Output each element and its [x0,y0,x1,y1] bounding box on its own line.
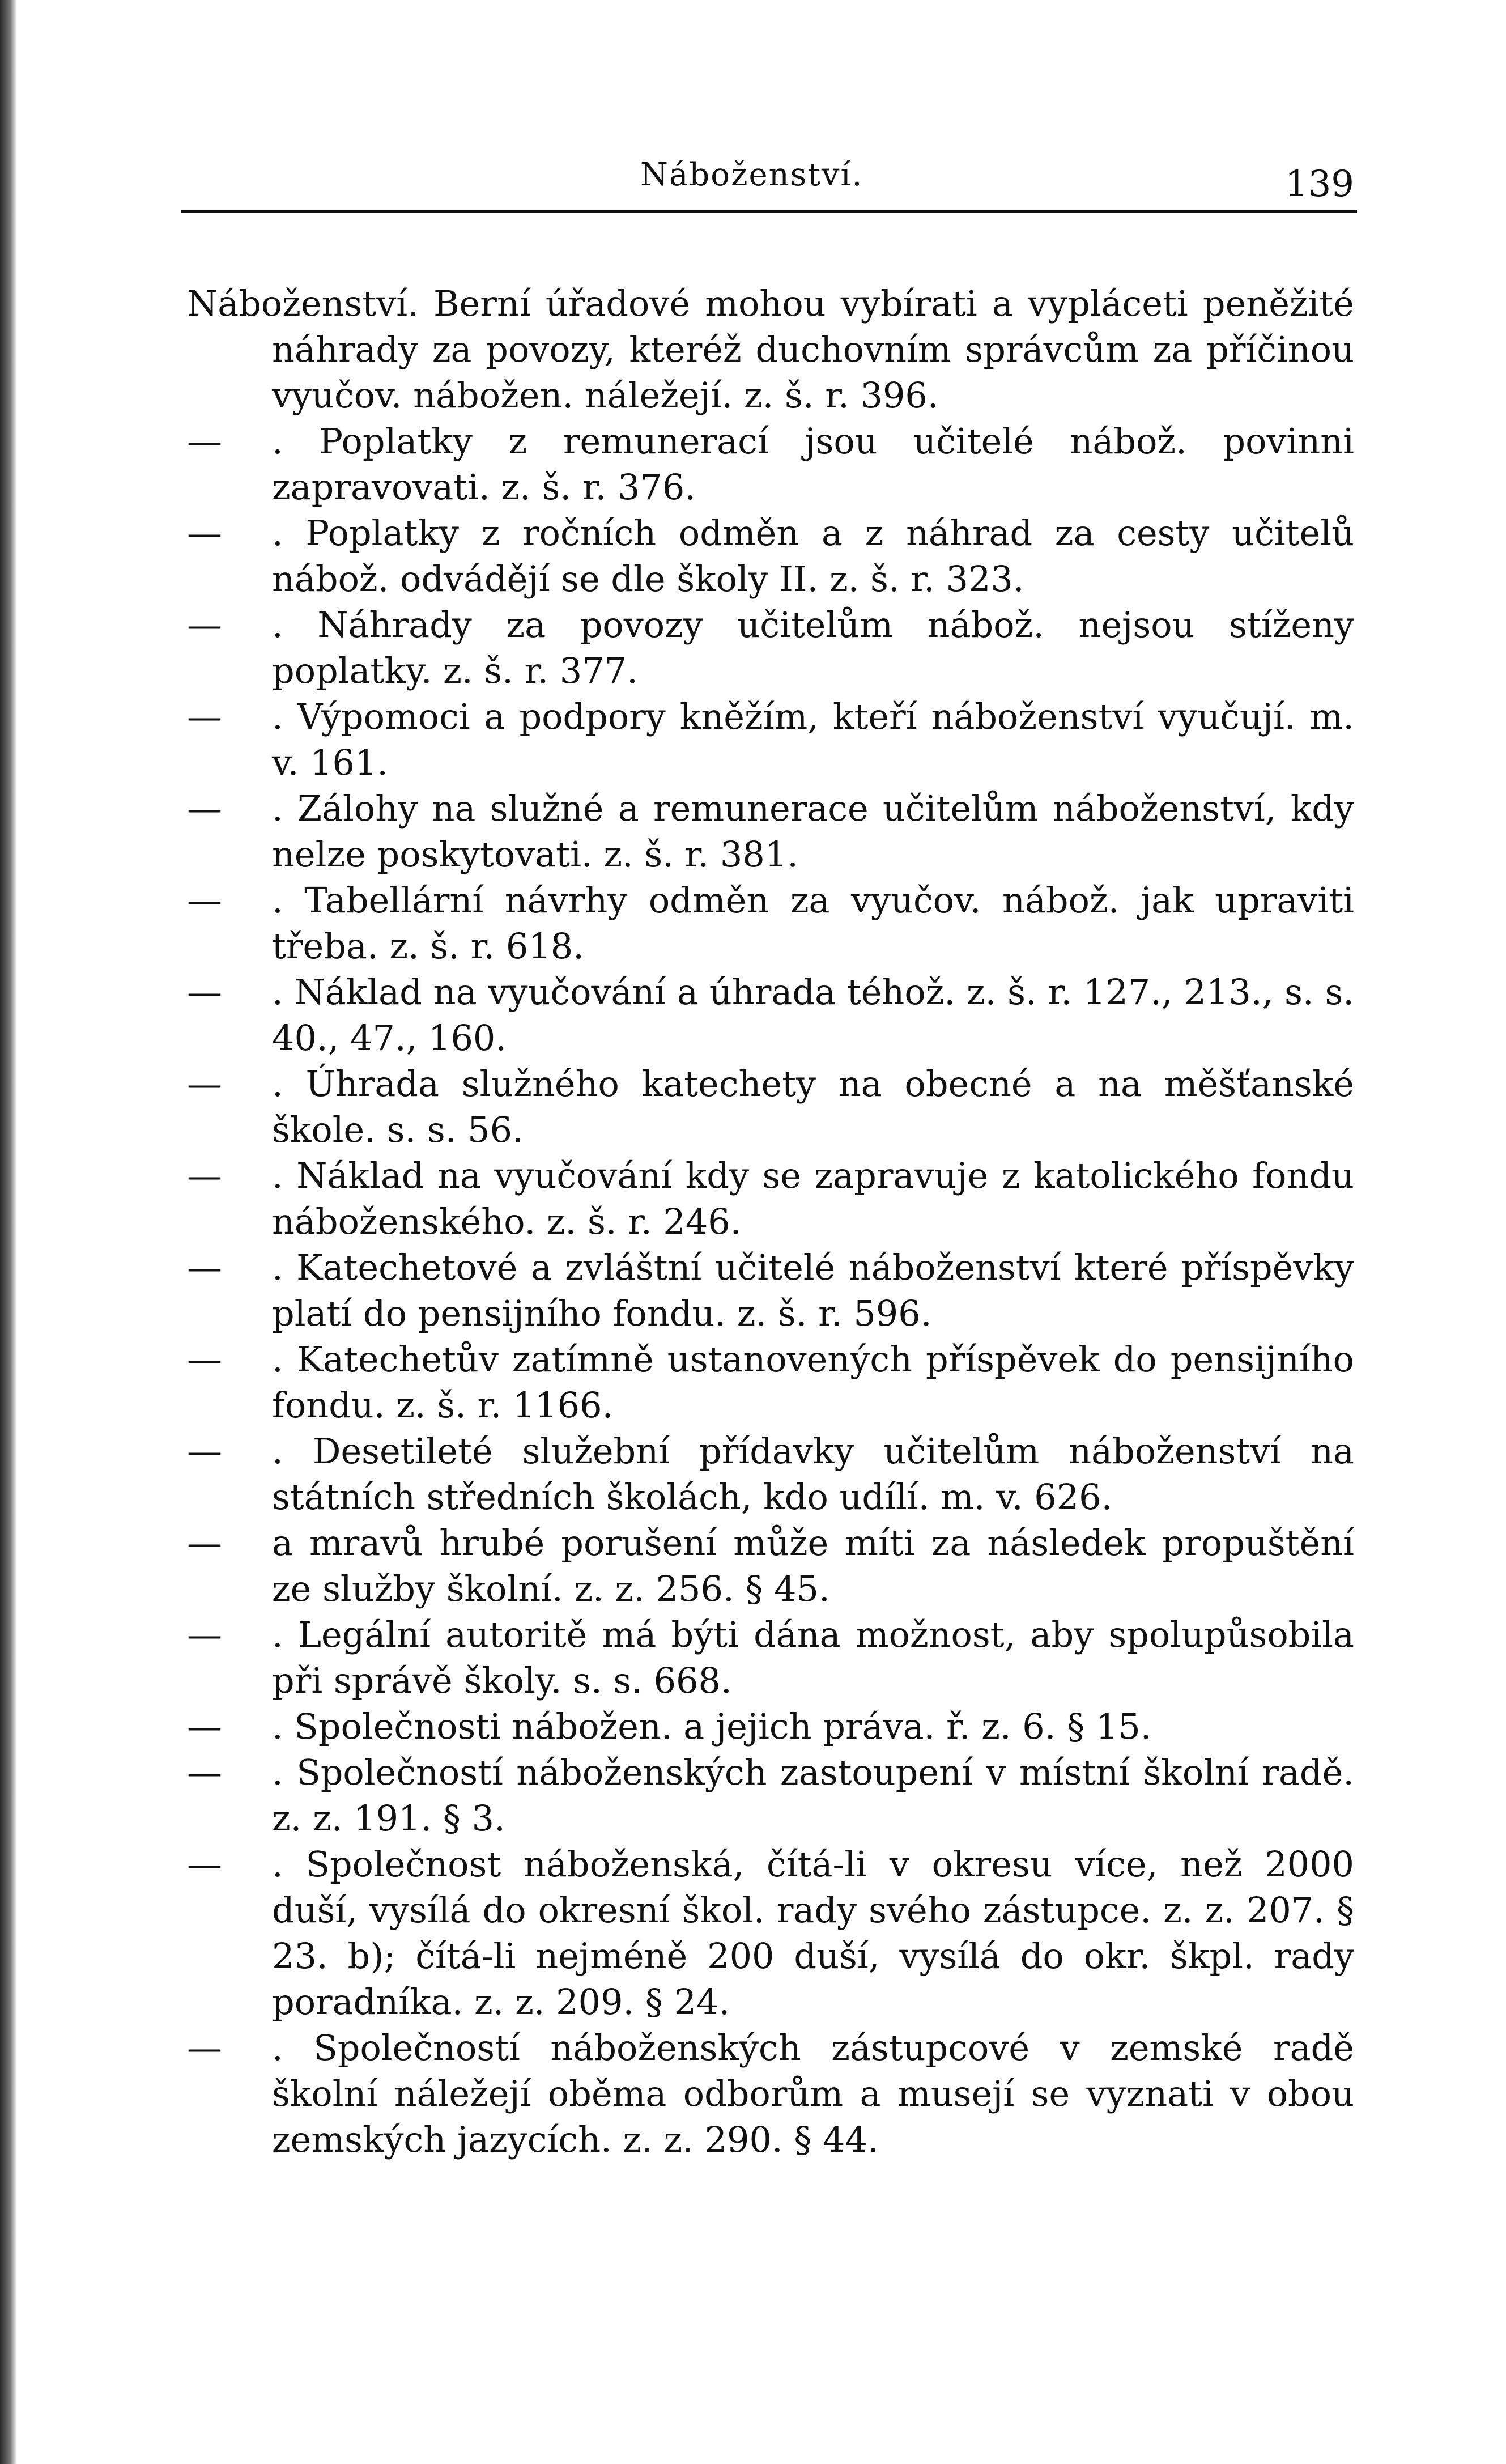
entry-dash: — [187,971,222,1013]
index-entry [187,2025,1354,2163]
book-page [187,153,1354,2160]
index-entry [187,1703,1354,1749]
entry-dash: — [187,1247,222,1288]
index-entry [187,281,1354,418]
index-entry [187,1749,1354,1841]
entry-text: . Katechetův zatímně ustanovených příspěvek do pensijního fondu. z. š. r. 1166. [272,1339,1354,1426]
entry-text: . Desetileté služební přídavky učitelům náboženství na státních středních školách, kdo udílí. m. v. 626. [272,1430,1354,1518]
entry-text: . Společností náboženských zástupcové v zemské radě školní náležejí oběma odborům a musejí se vyznati v obou zemských jazycích. z. z. 290. § 44. [272,2027,1354,2160]
entry-text: . Zálohy na služné a remunerace učitelům náboženství, kdy nelze poskytovati. z. š. r. 381. [272,788,1354,875]
book-spine-shadow [0,0,17,2464]
entry-dash: — [187,512,222,554]
entry-text: . Legální autoritě má býti dána možnost, aby spolupůsobila při správě školy. s. s. 668. [272,1614,1354,1701]
entry-dash: — [187,1339,222,1380]
running-head [187,153,1354,215]
entry-dash: — [187,1063,222,1104]
entry-text: . Náklad na vyučování kdy se zapravuje z katolického fondu náboženského. z. š. r. 246. [272,1155,1354,1242]
entry-text: . Společnosti nábožen. a jejich práva. ř. z. 6. § 15. [272,1706,1152,1747]
index-entry [187,1428,1354,1520]
page-number: 139 [1284,163,1354,205]
index-entry [187,694,1354,785]
index-entry [187,1061,1354,1153]
entry-text: . Poplatky z ročních odměn a z náhrad za cesty učitelů nábož. odvádějí se dle školy II. z. š. r. 323. [272,512,1354,600]
entry-dash: — [187,1522,222,1564]
header-rule [181,210,1357,213]
index-entry [187,1336,1354,1428]
index-entry [187,969,1354,1061]
entry-dash: — [187,604,222,645]
entry-dash: — [187,788,222,829]
entry-dash: — [187,880,222,921]
entry-dash: — [187,1752,222,1793]
entry-dash: — [187,420,222,462]
entry-text: . Poplatky z remunerací jsou učitelé nábož. povinni zapravovati. z. š. r. 376. [272,420,1354,508]
entry-text: a mravů hrubé porušení může míti za následek propuštění ze služby školní. z. z. 256. § 45. [272,1522,1354,1609]
entry-text: . Tabellární návrhy odměn za vyučov. nábož. jak upraviti třeba. z. š. r. 618. [272,880,1354,967]
entry-dash: — [187,2027,222,2068]
entry-dash: — [187,1706,222,1747]
entry-text: . Náklad na vyučování a úhrada téhož. z. š. r. 127., 213., s. s. 40., 47., 160. [272,971,1354,1059]
entry-text: . Katechetové a zvláštní učitelé náboženství které příspěvky platí do pensijního fondu. z. š. r. 596. [272,1247,1354,1334]
index-entry [187,602,1354,694]
entry-text: . Náhrady za povozy učitelům nábož. nejsou stíženy poplatky. z. š. r. 377. [272,604,1354,691]
index-entry [187,1841,1354,2025]
entry-text: . Společností náboženských zastoupení v místní školní radě. z. z. 191. § 3. [272,1752,1354,1839]
entry-text: . Výpomoci a podpory kněžím, kteří náboženství vyučují. m. v. 161. [272,696,1354,783]
entry-dash: — [187,1155,222,1196]
index-entry [187,1244,1354,1336]
running-title: Náboženství. [640,156,863,193]
index-entry [187,877,1354,969]
index-entries [187,281,1354,2163]
index-entry [187,1153,1354,1244]
entry-dash: — [187,696,222,737]
index-entry [187,510,1354,602]
entry-text: . Společnost náboženská, čítá-li v okresu více, než 2000 duší, vysílá do okresní škol. rady svého zástupce. z. z. 207. § 23. b); čítá-li nejméně 200 duší, vysílá do okr. škpl. rady poradníka. z. z. 209. § 24. [272,1843,1354,2023]
entry-text: . Úhrada služného katechety na obecné a na měšťanské škole. s. s. 56. [272,1063,1354,1150]
index-entry [187,1520,1354,1612]
entry-dash: — [187,1843,222,1885]
index-entry [187,418,1354,510]
entry-dash: — [187,1430,222,1472]
entry-dash: — [187,1614,222,1655]
index-entry [187,1612,1354,1703]
index-entry [187,785,1354,877]
entry-text: Náboženství. Berní úřadové mohou vybírati a vypláceti peněžité náhrady za povozy, kteréž duchovním správcům za příčinou vyučov. nábožen. náležejí. z. š. r. 396. [187,283,1354,416]
